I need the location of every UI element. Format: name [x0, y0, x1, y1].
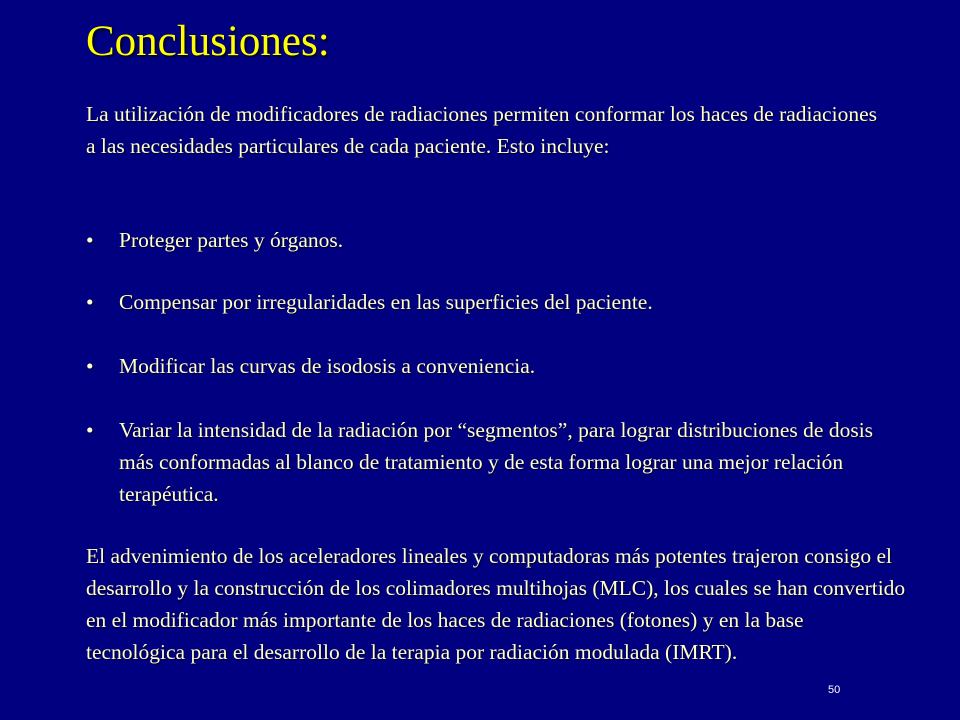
- slide-title: Conclusiones:: [86, 18, 330, 65]
- bullet-text: Modificar las curvas de isodosis a conveniencia.: [119, 354, 536, 378]
- intro-paragraph: La utilización de modificadores de radiaciones permiten conformar los haces de radiaciones a las necesidades particulares de cada paciente. Esto incluye:: [86, 102, 877, 158]
- bullet-dot-icon: •: [86, 418, 94, 442]
- bullet-item: [86, 414, 876, 510]
- bullet-item: [86, 224, 876, 256]
- bullet-item: [86, 350, 876, 382]
- bullet-dot-icon: •: [86, 354, 94, 378]
- bullet-text: Proteger partes y órganos.: [119, 228, 344, 252]
- bullet-dot-icon: •: [86, 228, 94, 252]
- bullet-text: Variar la intensidad de la radiación por “segmentos”, para lograr distribuciones de dosis más conformadas al blanco de tratamiento y de esta forma lograr una mejor relación terapéutica.: [119, 418, 874, 506]
- bullet-item: [86, 286, 876, 318]
- bullet-dot-icon: •: [86, 290, 94, 314]
- page-number: 50: [828, 684, 841, 696]
- closing-paragraph: El advenimiento de los aceleradores lineales y computadoras más potentes trajeron consigo el desarrollo y la construcción de los colimadores multihojas (MLC), los cuales se han convertido en el modificador más importante de los haces de radiaciones (fotones) y en la base tecnológica para el desarrollo de la terapia por radiación modulada (IMRT).: [86, 544, 906, 664]
- bullet-text: Compensar por irregularidades en las superficies del paciente.: [119, 290, 653, 314]
